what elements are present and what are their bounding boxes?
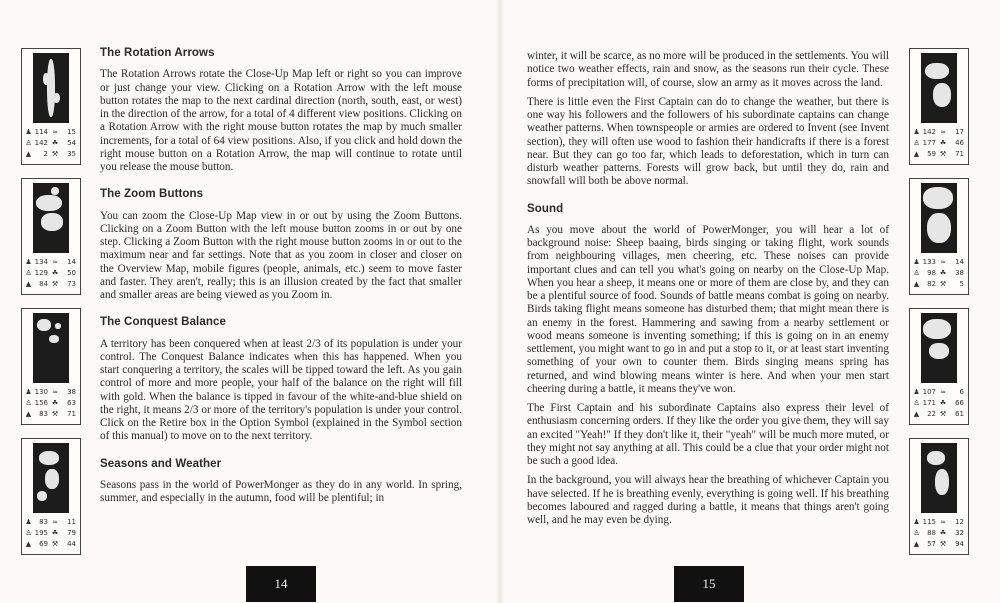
paragraph: A territory has been conquered when at least 2/3 of its population is under your control. The Conquest Balance indicates when this has happened. When you start conquering a territory, the scales will be tipped toward the left. As you gain control of more and more people, your half of the balance on the right will fill with gold. When the balance is tipped in favour of the white-and-blue shield on the right, it means 2/3 or more of the territory's population is under your control. Click on the Retire box in the Option Symbol (explained in the Symbol section of this manual) to move on to the next territory. xyxy=(100,337,462,443)
section-conquest-balance xyxy=(100,316,462,443)
left-text-column xyxy=(100,47,462,519)
unit-stats: ♟ 134 ≈ 14 ♙ 129 ☘ 50 ▲ 84 ⚒ 73 xyxy=(25,258,76,288)
sheep-icon: ≈ xyxy=(52,258,58,266)
paragraph: There is little even the First Captain can do to change the weather, but there is one way his followers and the followers of his subordinate captains can change weather patterns. When townspeople or armies are ordered to Invent (see Invent section), they will often use wood to fashion their handicrafts if there is a forest near. But they can go too far, which leads to deforestation, which in turn can disturb weather patterns. Forests will grow back, but until they do, rain and snowfall will both be above normal. xyxy=(527,95,889,188)
figure-icon: ♙ xyxy=(913,139,920,147)
section-zoom-buttons xyxy=(100,188,462,302)
map-thumbnail xyxy=(921,443,957,513)
map-thumbnail-card xyxy=(21,438,81,555)
map-thumbnail-card xyxy=(909,48,969,165)
person-icon: ♟ xyxy=(913,388,920,396)
map-thumbnail-card xyxy=(21,178,81,295)
map-thumbnail-card xyxy=(909,178,969,295)
page-number: 14 xyxy=(246,566,316,602)
map-thumbnail xyxy=(33,313,69,383)
tool-icon: ⚒ xyxy=(939,280,947,288)
map-thumbnail xyxy=(921,183,957,253)
figure-icon: ♙ xyxy=(913,399,920,407)
section-heading: The Zoom Buttons xyxy=(100,188,204,201)
paragraph: You can zoom the Close-Up Map view in or out by using the Zoom Buttons. Clicking on a Zoom Button with the left mouse button zooms in or out by one step. Clicking a Zoom Button with the right mouse button zooms in or out to the maximum near and far settings. Note that as you zoom in closer and closer on the Overview Map, mobile figures (people, animals, etc.) seem to move faster and faster. They aren't, really; this is an illusion created by the fact that smaller and smaller areas are being viewed as you Zoom in. xyxy=(100,209,462,301)
right-page xyxy=(500,0,1000,603)
person-icon: ♟ xyxy=(25,258,32,266)
sheep-icon: ≈ xyxy=(940,258,946,266)
tent-icon: ▲ xyxy=(25,410,32,418)
map-thumbnail xyxy=(33,53,69,123)
section-heading: The Rotation Arrows xyxy=(100,47,215,59)
section-heading: Sound xyxy=(527,202,564,215)
food-icon: ☘ xyxy=(51,399,59,407)
tool-icon: ⚒ xyxy=(51,540,59,548)
food-icon: ☘ xyxy=(51,139,59,147)
person-icon: ♟ xyxy=(25,518,32,526)
map-thumbnail xyxy=(33,183,69,253)
tool-icon: ⚒ xyxy=(939,540,947,548)
tent-icon: ▲ xyxy=(25,280,32,288)
tool-icon: ⚒ xyxy=(939,150,947,158)
tool-icon: ⚒ xyxy=(51,280,59,288)
unit-stats: ♟ 83 ≈ 11 ♙ 195 ☘ 79 ▲ 69 ⚒ 44 xyxy=(25,518,76,548)
unit-stats: ♟ 107 ≈ 6 ♙ 171 ☘ 66 ▲ 22 ⚒ 61 xyxy=(913,388,964,418)
person-icon: ♟ xyxy=(913,128,920,136)
tent-icon: ▲ xyxy=(913,280,920,288)
tool-icon: ⚒ xyxy=(51,410,59,418)
figure-icon: ♙ xyxy=(913,529,920,537)
map-thumbnail xyxy=(921,53,957,123)
food-icon: ☘ xyxy=(939,399,947,407)
unit-stats: ♟ 142 ≈ 17 ♙ 177 ☘ 46 ▲ 59 ⚒ 71 xyxy=(913,128,964,158)
unit-stats: ♟ 115 ≈ 12 ♙ 88 ☘ 32 ▲ 57 ⚒ 94 xyxy=(913,518,964,548)
section-heading: Seasons and Weather xyxy=(100,457,222,470)
section-heading: The Conquest Balance xyxy=(100,316,226,329)
sheep-icon: ≈ xyxy=(940,128,946,136)
figure-icon: ♙ xyxy=(25,399,32,407)
tent-icon: ▲ xyxy=(25,540,32,548)
sheep-icon: ≈ xyxy=(52,518,58,526)
right-text-column xyxy=(527,50,889,533)
map-thumbnail-card xyxy=(909,438,969,555)
paragraph: Seasons pass in the world of PowerMonger as they do in any world. In spring, summer, and especially in the autumn, food will be plentiful; in xyxy=(100,478,462,504)
figure-icon: ♙ xyxy=(25,139,32,147)
tool-icon: ⚒ xyxy=(51,150,59,158)
food-icon: ☘ xyxy=(939,139,947,147)
unit-stats: ♟ 133 ≈ 14 ♙ 98 ☘ 38 ▲ 82 ⚒ 5 xyxy=(913,258,964,288)
tent-icon: ▲ xyxy=(25,150,32,158)
food-icon: ☘ xyxy=(939,269,947,277)
figure-icon: ♙ xyxy=(25,529,32,537)
unit-stats: ♟ 114 ≈ 15 ♙ 142 ☘ 54 ▲ 2 ⚒ 35 xyxy=(25,128,76,158)
person-icon: ♟ xyxy=(25,388,32,396)
sheep-icon: ≈ xyxy=(52,128,58,136)
food-icon: ☘ xyxy=(51,529,59,537)
paragraph: In the background, you will always hear the breathing of whichever Captain you have selected. If he is breathing evenly, everything is going well. If his breathing becomes laboured and ragged during a battle, it means that things aren't going well, and he may even be dying. xyxy=(527,474,889,526)
person-icon: ♟ xyxy=(913,518,920,526)
tent-icon: ▲ xyxy=(913,150,920,158)
sheep-icon: ≈ xyxy=(940,518,946,526)
paragraph: The Rotation Arrows rotate the Close-Up Map left or right so you can improve or just change your view. Clicking on a Rotation Arrow with the left mouse button rotates the map to the next cardinal direction (north, south, east, or west) in the direction of the arrow, for a total of 4 different view positions. Clicking on a Rotation Arrow with the right mouse button rotates the map by much smaller increments, for a total of 64 view positions. Also, if you click and hold down the right mouse button on a Rotation Arrow, the map will continue to rotate until you release the mouse button. xyxy=(100,68,462,173)
tent-icon: ▲ xyxy=(913,540,920,548)
figure-icon: ♙ xyxy=(913,269,920,277)
person-icon: ♟ xyxy=(25,128,32,136)
food-icon: ☘ xyxy=(51,269,59,277)
food-icon: ☘ xyxy=(939,529,947,537)
map-thumbnail-card xyxy=(909,308,969,425)
figure-icon: ♙ xyxy=(25,269,32,277)
paragraph: The First Captain and his subordinate Captains also express their level of enthusiasm concerning orders. If they like the order you give them, they will say an excited "Yeah!" If they don't like it, their "yeah" will be much more muted, or they might not say anything at all. This could be a clue that your order might not be such a good idea. xyxy=(527,402,889,467)
map-thumbnail xyxy=(33,443,69,513)
map-thumbnail-card xyxy=(21,308,81,425)
sheep-icon: ≈ xyxy=(52,388,58,396)
map-thumbnail xyxy=(921,313,957,383)
sheep-icon: ≈ xyxy=(940,388,946,396)
person-icon: ♟ xyxy=(913,258,920,266)
paragraph: As you move about the world of PowerMonger, you will hear a lot of background noise: Sheep baaing, birds singing or taking flight, work sounds from neighbouring villages, men cheering, etc. These noises can provide important clues and can tell you what's going on nearby on the Close-Up Map. When you hear a sheep, it means one or more of them are close by, and they can be a plentiful source of food. Sounds of battle means combat is going on nearby. Birds taking flight means someone has disturbed them; that might mean there is an enemy in the forest. Hammering and sawing from a nearby settlement or wood means someone is inventing something; if this is going on in an enemy settlement, you might want to go in and put a stop to it, or at least start inventing something of your own to counter them. Birds singing means spring has returned, and wind blowing means winter is here. And when your men start cheering during a battle, it means they've won. xyxy=(527,223,889,395)
paragraph: winter, it will be scarce, as no more will be produced in the settlements. You will notice two weather effects, rain and snow, as the seasons run their cycle. These forms of precipitation will, of course, slow an army as it moves across the land. xyxy=(527,50,889,89)
section-seasons-weather xyxy=(100,458,462,506)
unit-stats: ♟ 130 ≈ 38 ♙ 156 ☘ 63 ▲ 83 ⚒ 71 xyxy=(25,388,76,418)
page-number: 15 xyxy=(674,566,744,602)
section-rotation-arrows xyxy=(100,47,462,174)
tool-icon: ⚒ xyxy=(939,410,947,418)
map-thumbnail-card xyxy=(21,48,81,165)
tent-icon: ▲ xyxy=(913,410,920,418)
